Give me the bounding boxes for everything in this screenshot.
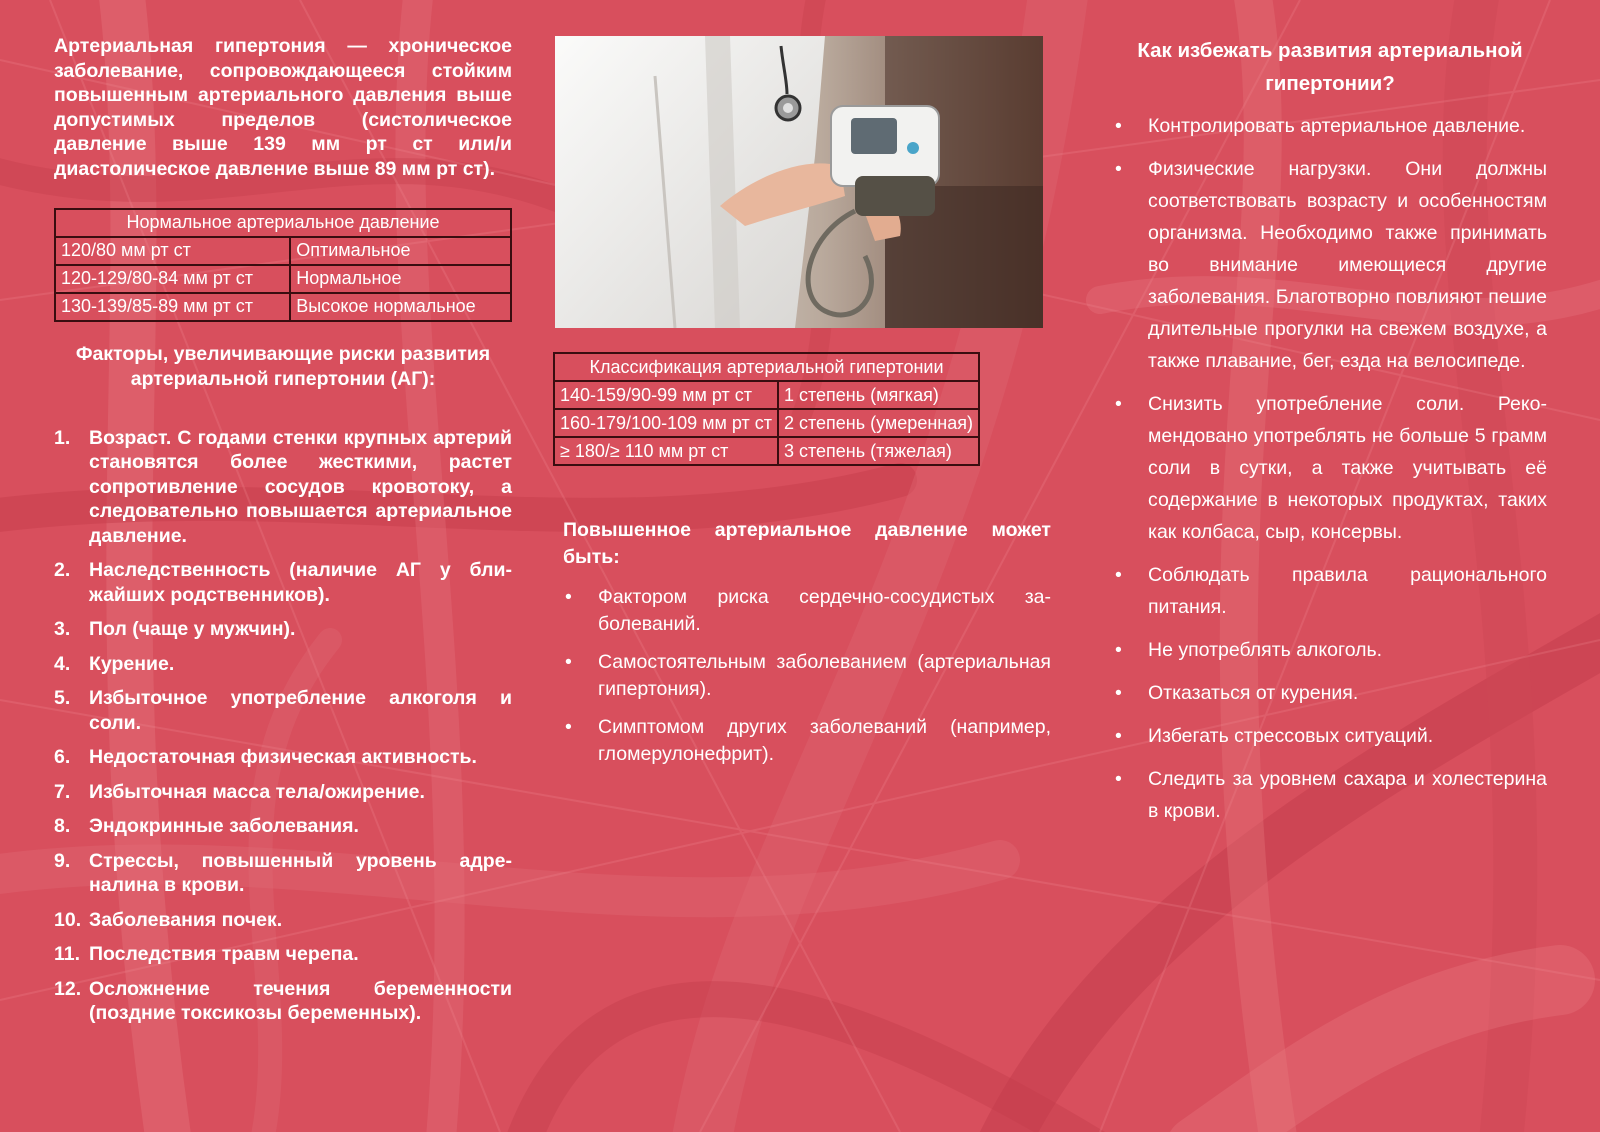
table-row [55, 265, 511, 293]
bullet-icon: • [565, 651, 572, 673]
bullet-icon: • [1115, 564, 1122, 586]
bullet-icon: • [1115, 115, 1122, 137]
list-item [54, 426, 512, 549]
table-row [554, 381, 979, 409]
intro-paragraph: Артериальная гипертония — хроническое заболевание, сопровождающееся стойким повышенным артериального давления выше допустимых пределов (систолическое давление выше 139 мм рт ст или/и диастолическое давление выше 89 мм рт ст). [54, 35, 512, 180]
list-item-number: 5. [54, 687, 71, 710]
list-item-number: 4. [54, 652, 71, 675]
bullet-icon: • [1115, 393, 1122, 415]
list-item-text: Наследственность (наличие АГ у ближайших родственников). [89, 559, 512, 606]
risk-factors-list [54, 426, 512, 1026]
list-item-number: 11. [54, 943, 81, 966]
list-item [54, 849, 512, 898]
table-cell-value: 160-179/100-109 мм рт ст [554, 409, 778, 437]
list-item-text: Осложнение течения беременности (поздние токсикозы беременных). [89, 977, 512, 1025]
list-item [54, 652, 512, 677]
list-item [54, 558, 512, 607]
list-item [54, 977, 512, 1026]
list-item-number: 8. [54, 815, 71, 838]
bullet-icon: • [1115, 639, 1122, 661]
list-item-number: 2. [54, 559, 71, 582]
list-item-text: Самостоятельным заболеванием (артериальная гипертония). [598, 651, 1051, 700]
high-pressure-list [563, 584, 1051, 779]
list-item-text: Соблюдать правила рационального питания. [1148, 564, 1547, 618]
list-item-number: 6. [54, 746, 71, 769]
table-cell-label: Нормальное [290, 265, 511, 293]
list-item-number: 9. [54, 849, 71, 872]
column-middle [555, 36, 1051, 328]
list-item [54, 942, 512, 967]
prevention-list [1113, 110, 1547, 827]
table-cell-value: 120/80 мм рт ст [55, 237, 290, 265]
classification-table-title: Классификация артериальной гипертонии [554, 353, 979, 381]
column-right [1113, 34, 1547, 838]
list-item-text: Избегать стрессовых ситуаций. [1148, 725, 1434, 747]
column-left [54, 34, 512, 1036]
list-item [1113, 559, 1547, 623]
list-item [1113, 634, 1547, 666]
table-cell-label: 1 степень (мягкая) [778, 381, 979, 409]
list-item [54, 814, 512, 839]
list-item-text: Избыточная масса тела/ожирение. [89, 780, 425, 803]
bullet-icon: • [1115, 725, 1122, 747]
list-item [54, 780, 512, 805]
table-row [55, 237, 511, 265]
list-item-number: 1. [54, 426, 71, 449]
list-item [54, 908, 512, 933]
list-item-number: 7. [54, 780, 71, 803]
table-cell-label: Оптимальное [290, 237, 511, 265]
list-item [1113, 110, 1547, 142]
prevention-heading: Как избежать развития артериальной гипертонии? [1137, 39, 1523, 95]
list-item-text: Следить за уровнем сахара и холестерина в крови. [1148, 768, 1547, 822]
list-item [563, 584, 1051, 638]
list-item [54, 745, 512, 770]
list-item-text: Последствия травм черепа. [89, 943, 359, 966]
list-item [54, 617, 512, 642]
list-item [1113, 677, 1547, 709]
normal-pressure-table [54, 208, 512, 322]
table-cell-value: ≥ 180/≥ 110 мм рт ст [554, 437, 778, 465]
list-item-number: 10. [54, 908, 82, 931]
list-item-text: Эндокринные заболевания. [89, 815, 359, 838]
bullet-icon: • [565, 716, 572, 738]
list-item-text: Отказаться от курения. [1148, 682, 1359, 704]
table-row [55, 293, 511, 321]
list-item [1113, 388, 1547, 548]
doctor-blood-pressure-monitor-photo [555, 36, 1043, 328]
bullet-icon: • [1115, 682, 1122, 704]
list-item-text: Симптомом других заболеваний (например, гломерулонефрит). [598, 716, 1051, 765]
bullet-icon: • [1115, 158, 1122, 180]
bullet-icon: • [1115, 768, 1122, 790]
risk-factors-heading: Факторы, увеличивающие риски развития артериальной гипертонии (АГ): [75, 342, 491, 390]
list-item-text: Курение. [89, 652, 175, 675]
table-row [554, 409, 979, 437]
list-item [54, 686, 512, 735]
list-item-text: Заболевания почек. [89, 908, 283, 931]
list-item-text: Недостаточная физическая активность. [89, 746, 477, 769]
table-cell-label: 2 степень (умеренная) [778, 409, 979, 437]
list-item [563, 714, 1051, 768]
list-item-number: 3. [54, 618, 71, 641]
list-item-text: Возраст. С годами стенки крупных артерий становятся более жесткими, растет сопротивление сосудов кровотоку, а следовательно повышается артериальное давление. [89, 426, 512, 547]
list-item [563, 649, 1051, 703]
table-cell-value: 130-139/85-89 мм рт ст [55, 293, 290, 321]
list-item-text: Контролировать артериальное давление. [1148, 115, 1526, 137]
table-row [554, 437, 979, 465]
list-item [1113, 153, 1547, 377]
list-item-number: 12. [54, 977, 82, 1000]
classification-table [553, 352, 980, 466]
table-cell-value: 140-159/90-99 мм рт ст [554, 381, 778, 409]
list-item-text: Не употреблять алкоголь. [1148, 639, 1383, 661]
normal-table-title: Нормальное артериальное давление [55, 209, 511, 237]
list-item-text: Снизить употребление соли. Рекомендовано употреблять не больше 5 грамм соли в сутки, а также учитывать её содержание в некоторых продуктах, таких как колбаса, сыр, консервы. [1148, 393, 1547, 543]
high-pressure-heading: Повышенное артериальное давление может быть: [563, 519, 1051, 568]
list-item-text: Избыточное употребление алкоголя и соли. [89, 687, 512, 734]
table-cell-label: 3 степень (тяжелая) [778, 437, 979, 465]
list-item-text: Фактором риска сердечно-сосудистых заболеваний. [598, 586, 1051, 635]
bullet-icon: • [565, 586, 572, 608]
list-item-text: Физические нагрузки. Они должны соответствовать возрасту и особенностям организма. Необходимо также принимать во внимание имеющиеся другие заболевания. Благотворно повлияют пешие длительные прогулки на свежем воздухе, а также плавание, бег, езда на велосипеде. [1148, 158, 1547, 372]
list-item-text: Пол (чаще у мужчин). [89, 618, 296, 641]
table-cell-label: Высокое нормальное [290, 293, 511, 321]
table-cell-value: 120-129/80-84 мм рт ст [55, 265, 290, 293]
list-item [1113, 763, 1547, 827]
list-item [1113, 720, 1547, 752]
list-item-text: Стрессы, повышенный уровень адреналина в крови. [89, 849, 512, 897]
